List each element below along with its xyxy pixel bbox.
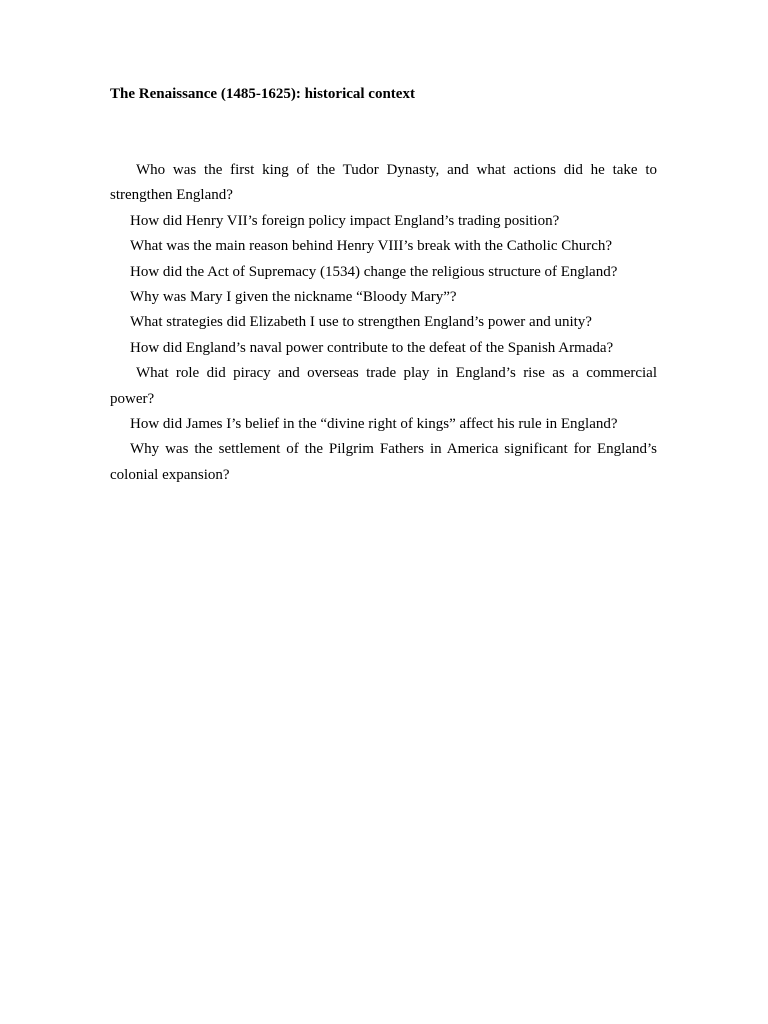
question-list: [110, 158, 657, 488]
question-5: Why was Mary I given the nickname “Bloody Mary”?: [130, 289, 457, 306]
question-1: Who was the first king of the Tudor Dynasty, and what actions did he take to strengthen England?: [110, 162, 657, 204]
question-9: How did James I’s belief in the “divine right of kings” affect his rule in England?: [130, 416, 618, 433]
question-2: How did Henry VII’s foreign policy impact England’s trading position?: [130, 212, 560, 229]
question-7: How did England’s naval power contribute to the defeat of the Spanish Armada?: [130, 339, 614, 356]
document-page: [110, 84, 657, 488]
question-8: What role did piracy and overseas trade play in England’s rise as a commercial power?: [110, 365, 657, 407]
question-4: How did the Act of Supremacy (1534) change the religious structure of England?: [130, 263, 618, 280]
document-title: The Renaissance (1485-1625): historical context: [110, 86, 415, 102]
question-6: What strategies did Elizabeth I use to strengthen England’s power and unity?: [130, 314, 592, 331]
question-3: What was the main reason behind Henry VIII’s break with the Catholic Church?: [130, 238, 613, 255]
question-10: Why was the settlement of the Pilgrim Fathers in America significant for England’s colonial expansion?: [110, 441, 657, 483]
